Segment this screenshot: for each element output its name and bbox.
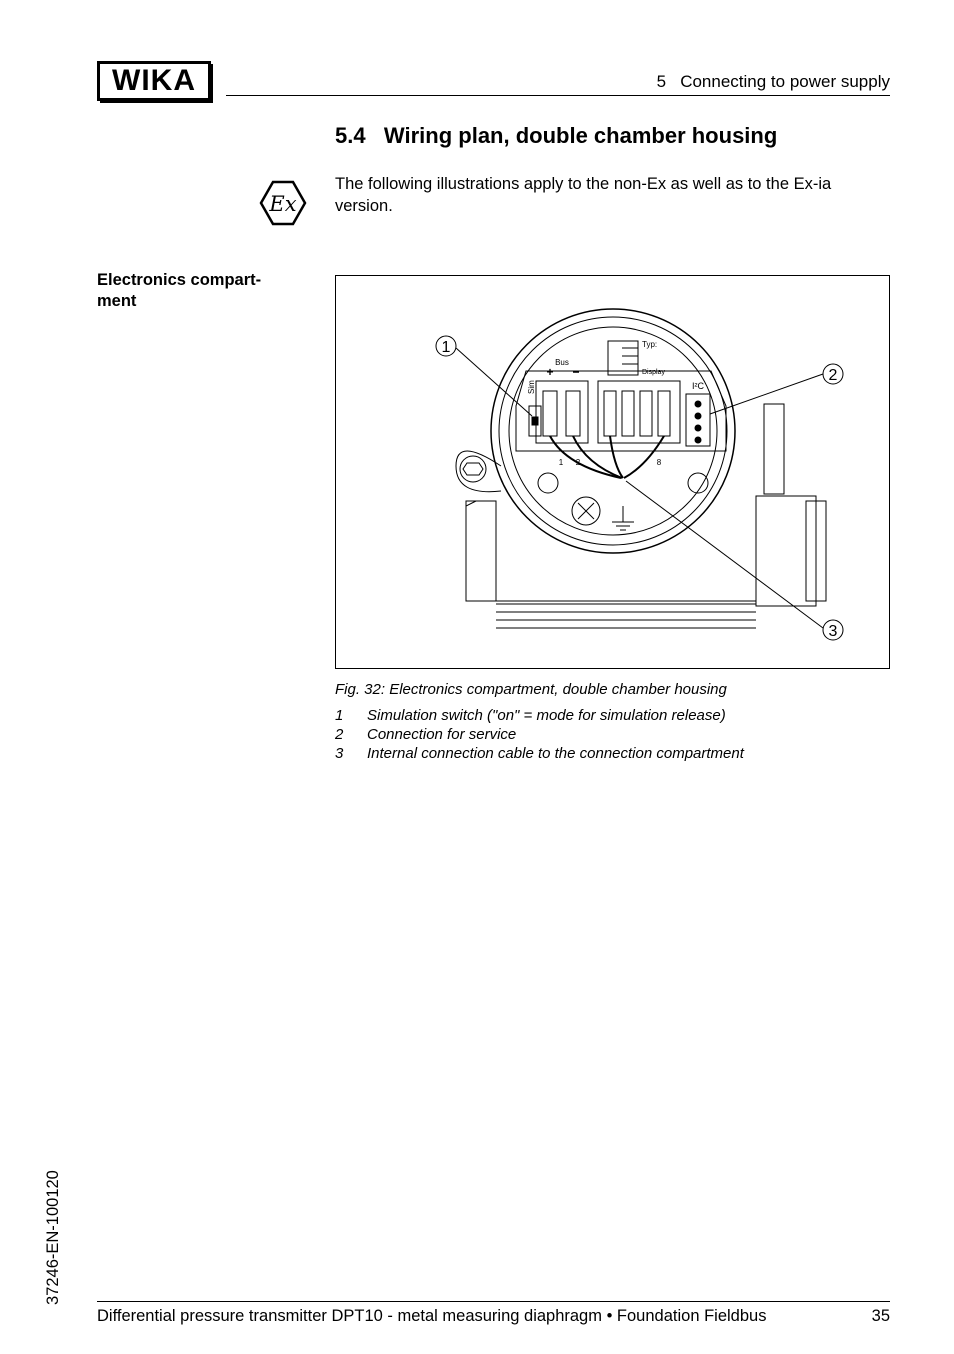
wika-logo: WIKA (97, 61, 211, 101)
type-switch (608, 341, 638, 375)
mounting-screw (538, 473, 558, 493)
callout-1-number: 1 (441, 339, 451, 356)
callout-3-number: 3 (828, 623, 838, 640)
logo-shadow (209, 64, 213, 103)
lug-screw (460, 456, 486, 482)
legend-item (335, 726, 516, 743)
minus-label: − (572, 365, 580, 379)
cable-gland (756, 496, 816, 606)
vent-element (764, 404, 784, 494)
legend-number: 3 (335, 745, 344, 762)
simulation-switch-knob (532, 417, 538, 425)
terminal-2-label: 2 (575, 458, 581, 467)
i2c-label: I²C (692, 381, 704, 391)
legend-text: Connection for service (367, 726, 517, 743)
figure-caption: Fig. 32: Electronics compartment, double chamber housing (335, 681, 727, 698)
terminal-6 (622, 391, 634, 436)
terminal-5 (604, 391, 616, 436)
electronics-compartment-drawing (336, 276, 889, 668)
chapter-heading: 5 Connecting to power supply (656, 72, 890, 91)
svg-text:Ex: Ex (269, 192, 297, 216)
terminal-1-label: 1 (558, 458, 564, 467)
logo-shadow (100, 99, 213, 103)
footer-rule (97, 1301, 890, 1302)
header-rule (226, 95, 890, 96)
intro-paragraph (335, 173, 895, 217)
legend-text: Simulation switch ("on" = mode for simulation release) (367, 707, 726, 724)
intro-line: version. (335, 197, 393, 215)
display-terminal-block (598, 381, 680, 443)
legend-text: Internal connection cable to the connection compartment (367, 745, 744, 762)
side-label-line: Electronics compart- (97, 271, 262, 289)
legend-number: 1 (335, 707, 344, 724)
housing-inner-ring (499, 317, 727, 545)
typ-label: Typ: (642, 340, 658, 349)
terminal-8 (658, 391, 670, 436)
callout-2-number: 2 (828, 367, 838, 384)
callout-leader-2 (710, 374, 823, 414)
legend-item (335, 707, 726, 724)
document-number: 37246-EN-100120 (44, 1170, 62, 1305)
mounting-screw (688, 473, 708, 493)
footer-title: Differential pressure transmitter DPT10 - metal measuring diaphragm • Foundation Fieldbus (97, 1307, 767, 1325)
side-label-line: ment (97, 292, 137, 310)
ex-protection-icon (259, 180, 307, 226)
figure-frame (335, 275, 890, 669)
intro-line: The following illustrations apply to the non-Ex as well as to the Ex-ia (335, 175, 832, 193)
terminal-7 (640, 391, 652, 436)
side-label (97, 270, 297, 312)
legend-item (335, 745, 744, 762)
sim-label: Sim (527, 380, 536, 394)
page-number: 35 (871, 1307, 890, 1325)
plus-label: + (546, 365, 554, 379)
internal-cable (624, 436, 664, 478)
display-label: Display (642, 369, 665, 376)
lug-screw-head (463, 463, 483, 475)
housing-left-block (466, 501, 496, 601)
terminal-2 (566, 391, 580, 436)
callout-leader-3 (626, 481, 823, 628)
legend-number: 2 (335, 726, 344, 743)
housing-body (466, 501, 756, 601)
bus-label: Bus (555, 358, 569, 367)
terminal-8-label: 8 (656, 458, 662, 467)
section-title: 5.4 Wiring plan, double chamber housing (335, 123, 778, 148)
internal-cable (610, 436, 623, 478)
terminal-1 (543, 391, 557, 436)
